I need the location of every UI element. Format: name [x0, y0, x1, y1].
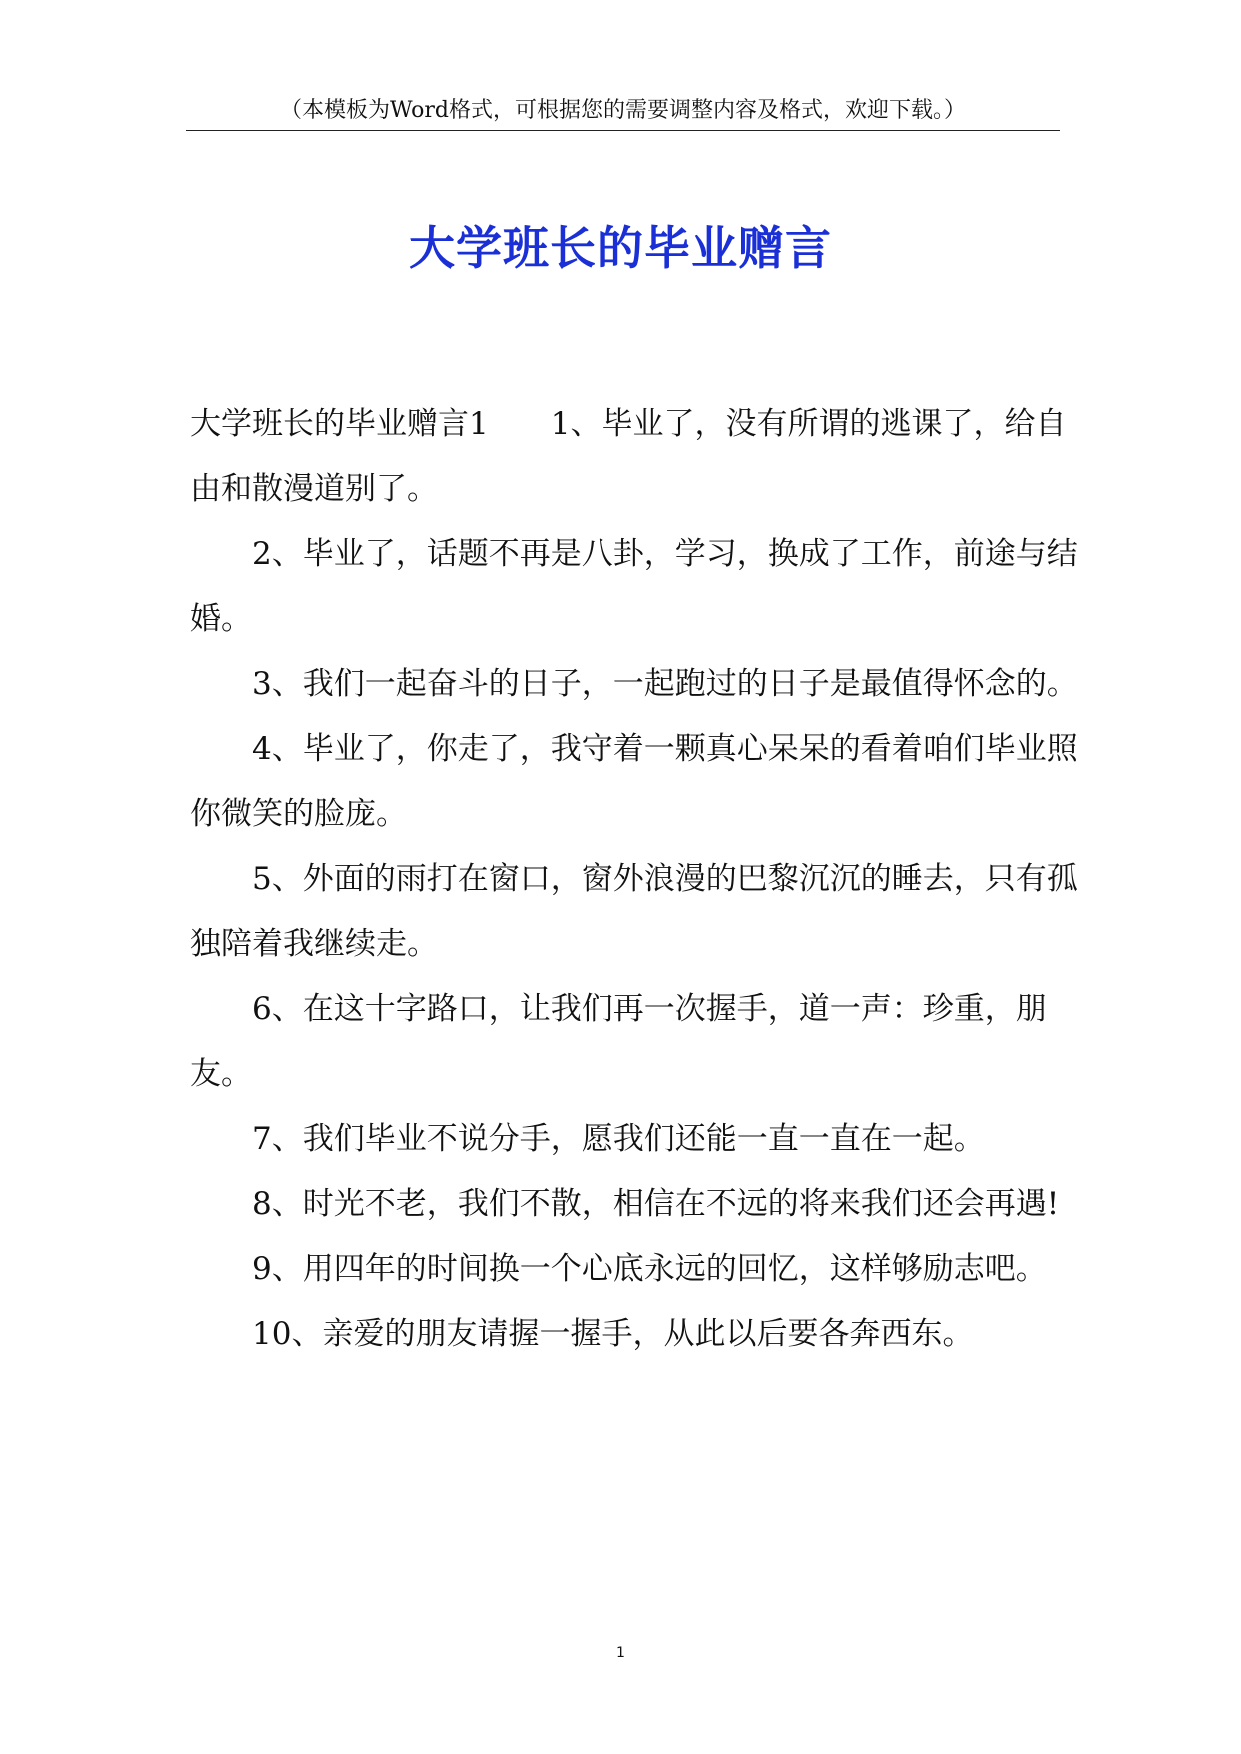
paragraph-4: 4、毕业了，你走了，我守着一颗真心呆呆的看着咱们毕业照你微笑的脸庞。	[190, 731, 1078, 832]
paragraph-9: 9、用四年的时间换一个心底永远的回忆，这样够励志吧。	[252, 1251, 1047, 1287]
paragraph-8: 8、时光不老，我们不散，相信在不远的将来我们还会再遇!	[252, 1186, 1060, 1222]
paragraph-7: 7、我们毕业不说分手，愿我们还能一直一直在一起。	[252, 1121, 985, 1157]
header-divider	[186, 130, 1060, 131]
document-title: 大学班长的毕业赠言	[409, 221, 832, 275]
paragraph-1: 大学班长的毕业赠言1 1、毕业了，没有所谓的逃课了，给自由和散漫道别了。	[190, 406, 1067, 507]
paragraph-10: 10、亲爱的朋友请握一握手，从此以后要各奔西东。	[252, 1316, 974, 1352]
document-body	[190, 392, 1084, 1367]
paragraph-3: 3、我们一起奋斗的日子，一起跑过的日子是最值得怀念的。	[252, 666, 1078, 702]
paragraph-2: 2、毕业了，话题不再是八卦，学习，换成了工作，前途与结婚。	[190, 536, 1078, 637]
paragraph-6: 6、在这十字路口，让我们再一次握手，道一声：珍重，朋友。	[190, 991, 1047, 1092]
paragraph-5: 5、外面的雨打在窗口，窗外浪漫的巴黎沉沉的睡去，只有孤独陪着我继续走。	[190, 861, 1078, 962]
header-note: （本模板为Word格式，可根据您的需要调整内容及格式，欢迎下载。）	[280, 98, 966, 123]
page-number: 1	[616, 1645, 625, 1661]
